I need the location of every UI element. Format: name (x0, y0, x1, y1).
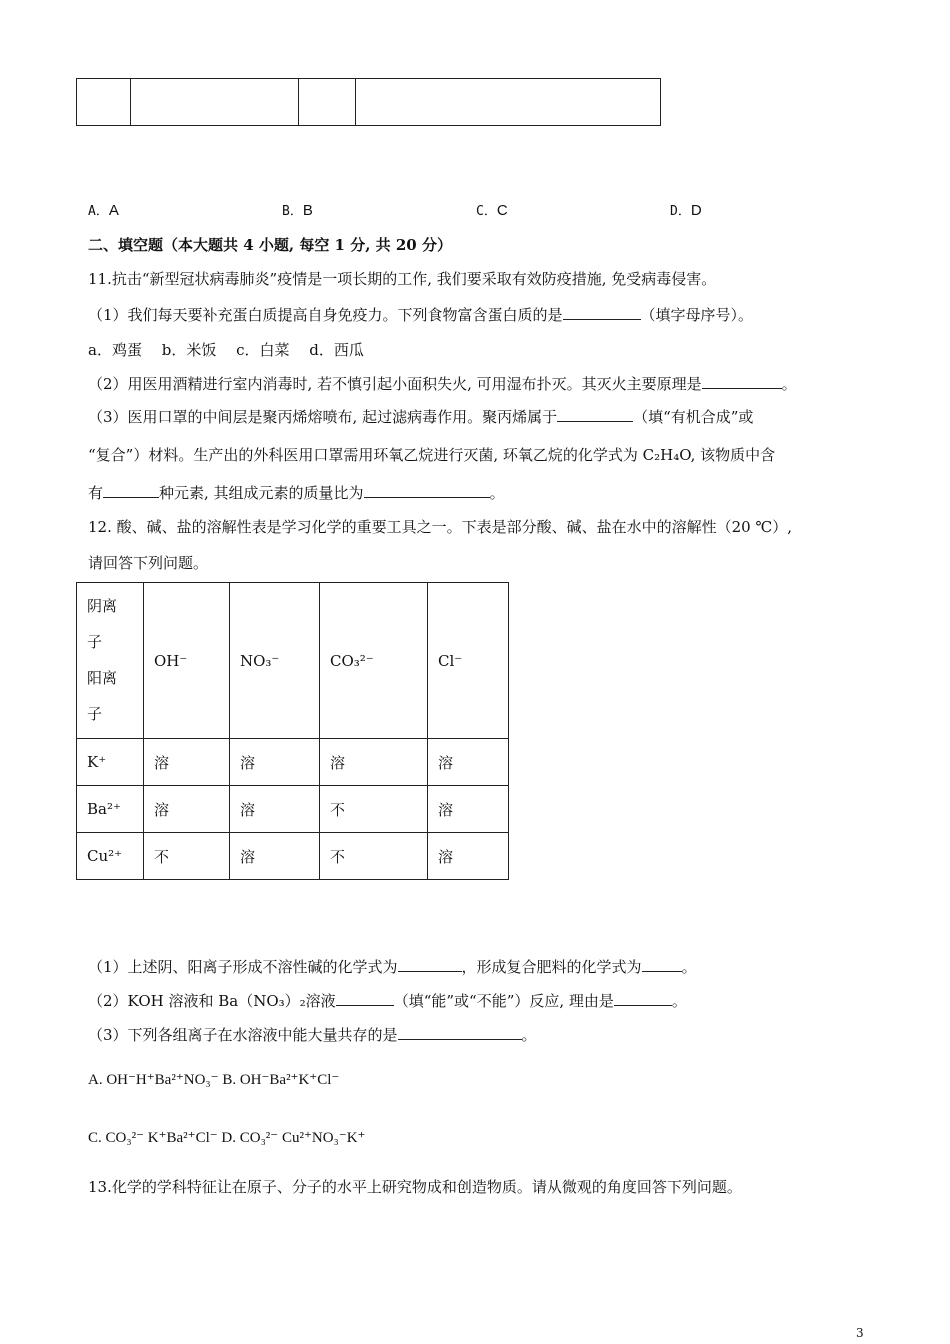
table-cell: 溶 (428, 833, 509, 880)
anion-header: CO₃²⁻ (320, 583, 428, 739)
q11-choices: a．鸡蛋 b．米饭 c．白菜 d．西瓜 (88, 341, 364, 359)
text: ，形成复合肥料的化学式为 (461, 958, 642, 976)
option-b[interactable] (282, 200, 313, 219)
text: 。 (521, 1026, 537, 1044)
option-a[interactable]: A. OH⁻H⁺Ba²⁺NO₃⁻ (88, 1072, 219, 1088)
text: （1）上述阴、阳离子形成不溶性碱的化学式为 (88, 958, 398, 976)
answer-blank[interactable] (702, 374, 782, 389)
option-value: C (496, 202, 508, 219)
option-b[interactable]: B. OH⁻Ba²⁺K⁺Cl⁻ (222, 1072, 340, 1088)
option-letter: A． (88, 204, 109, 219)
text: （填“有机合成”或 (633, 408, 754, 426)
text: 阳离 (87, 668, 118, 687)
table-cell (356, 79, 661, 126)
option-value: B (302, 202, 313, 219)
text: （3）下列各组离子在水溶液中能大量共存的是 (88, 1026, 398, 1044)
table-cell: 溶 (230, 739, 320, 786)
option-c[interactable] (476, 200, 508, 219)
table-cell (299, 79, 356, 126)
text: （填字母序号）。 (640, 306, 754, 324)
text: 有 (88, 484, 104, 502)
q12-part2 (88, 990, 687, 1011)
q12-stem: 12. 酸、碱、盐的溶解性表是学习化学的重要工具之一。下表是部分酸、碱、盐在水中的溶解性（20 ℃）, (88, 518, 793, 536)
text: （2）KOH 溶液和 Ba（NO₃）₂溶液 (88, 992, 336, 1010)
answer-blank[interactable] (336, 991, 394, 1006)
table-cell: 溶 (428, 739, 509, 786)
table-row (77, 833, 509, 880)
option-letter: D． (670, 204, 691, 219)
cation-label: K⁺ (77, 739, 144, 786)
text: 子 (87, 704, 103, 723)
cation-label: Ba²⁺ (77, 786, 144, 833)
q11-part3-cont: “复合”）材料。生产出的外科医用口罩需用环氧乙烷进行灭菌, 环氧乙烷的化学式为 C₂H₄O, 该物质中含 (88, 446, 776, 464)
text: （1）我们每天要补充蛋白质提高自身免疫力。下列食物富含蛋白质的是 (88, 306, 563, 324)
table-cell: 溶 (320, 739, 428, 786)
anion-header: Cl⁻ (428, 583, 509, 739)
option-value: A (108, 202, 119, 219)
text: 阴离 (87, 596, 118, 615)
q12-options-cd (88, 1128, 365, 1147)
answer-blank[interactable] (563, 305, 641, 320)
q11-part1 (88, 304, 753, 325)
q12-part1 (88, 956, 697, 977)
table-cell: 溶 (428, 786, 509, 833)
anion-header: OH⁻ (144, 583, 230, 739)
anion-header: NO₃⁻ (230, 583, 320, 739)
table-cell: 溶 (230, 833, 320, 880)
table-cell: 溶 (230, 786, 320, 833)
text: 种元素, 其组成元素的质量比为 (159, 484, 364, 502)
q12-stem-cont: 请回答下列问题。 (88, 554, 209, 572)
answer-blank[interactable] (642, 957, 682, 972)
q12-part3 (88, 1024, 537, 1045)
answer-blank[interactable] (614, 991, 672, 1006)
text: （3）医用口罩的中间层是聚丙烯熔喷布, 起过滤病毒作用。聚丙烯属于 (88, 408, 558, 426)
option-d[interactable]: D. CO₃²⁻ Cu²⁺NO₃⁻K⁺ (221, 1130, 366, 1146)
answer-table-fragment (76, 78, 661, 126)
page-number: 3 (856, 1326, 864, 1340)
text: 子 (87, 632, 103, 651)
q11-part3 (88, 406, 753, 427)
table-cell: 不 (320, 833, 428, 880)
option-c[interactable]: C. CO₃²⁻ K⁺Ba²⁺Cl⁻ (88, 1130, 218, 1146)
table-cell: 溶 (144, 739, 230, 786)
option-a[interactable] (88, 200, 119, 219)
text: 。 (781, 375, 797, 393)
option-letter: B． (282, 204, 303, 219)
option-letter: C． (476, 204, 497, 219)
q11-stem: 11.抗击“新型冠状病毒肺炎”疫情是一项长期的工作, 我们要采取有效防疫措施, 免受病毒侵害。 (88, 270, 717, 288)
option-value: D (690, 202, 702, 219)
table-row (77, 739, 509, 786)
text: （2）用医用酒精进行室内消毒时, 若不慎引起小面积失火, 可用湿布扑灭。其灭火主要原理是 (88, 375, 702, 393)
cation-label: Cu²⁺ (77, 833, 144, 880)
table-cell (77, 79, 131, 126)
table-row (77, 786, 509, 833)
table-cell: 不 (144, 833, 230, 880)
solubility-table (76, 582, 509, 880)
section-title: 二、填空题（本大题共 4 小题, 每空 1 分, 共 20 分） (88, 236, 452, 254)
q12-options-ab (88, 1070, 339, 1089)
text: 。 (681, 958, 697, 976)
table-cell (131, 79, 299, 126)
q11-part3-end (88, 482, 505, 503)
text: 。 (671, 992, 687, 1010)
table-cell: 不 (320, 786, 428, 833)
option-d[interactable] (670, 200, 702, 219)
answer-blank[interactable] (398, 957, 462, 972)
header-corner (77, 583, 144, 739)
answer-blank[interactable] (103, 483, 159, 498)
text: 。 (489, 484, 505, 502)
q11-part2 (88, 373, 797, 394)
answer-blank[interactable] (557, 407, 633, 422)
table-cell: 溶 (144, 786, 230, 833)
answer-blank[interactable] (364, 483, 490, 498)
answer-blank[interactable] (398, 1025, 522, 1040)
q13-stem: 13.化学的学科特征让在原子、分子的水平上研究物成和创造物质。请从微观的角度回答下列问题。 (88, 1178, 742, 1196)
text: （填“能”或“不能”）反应, 理由是 (393, 992, 614, 1010)
